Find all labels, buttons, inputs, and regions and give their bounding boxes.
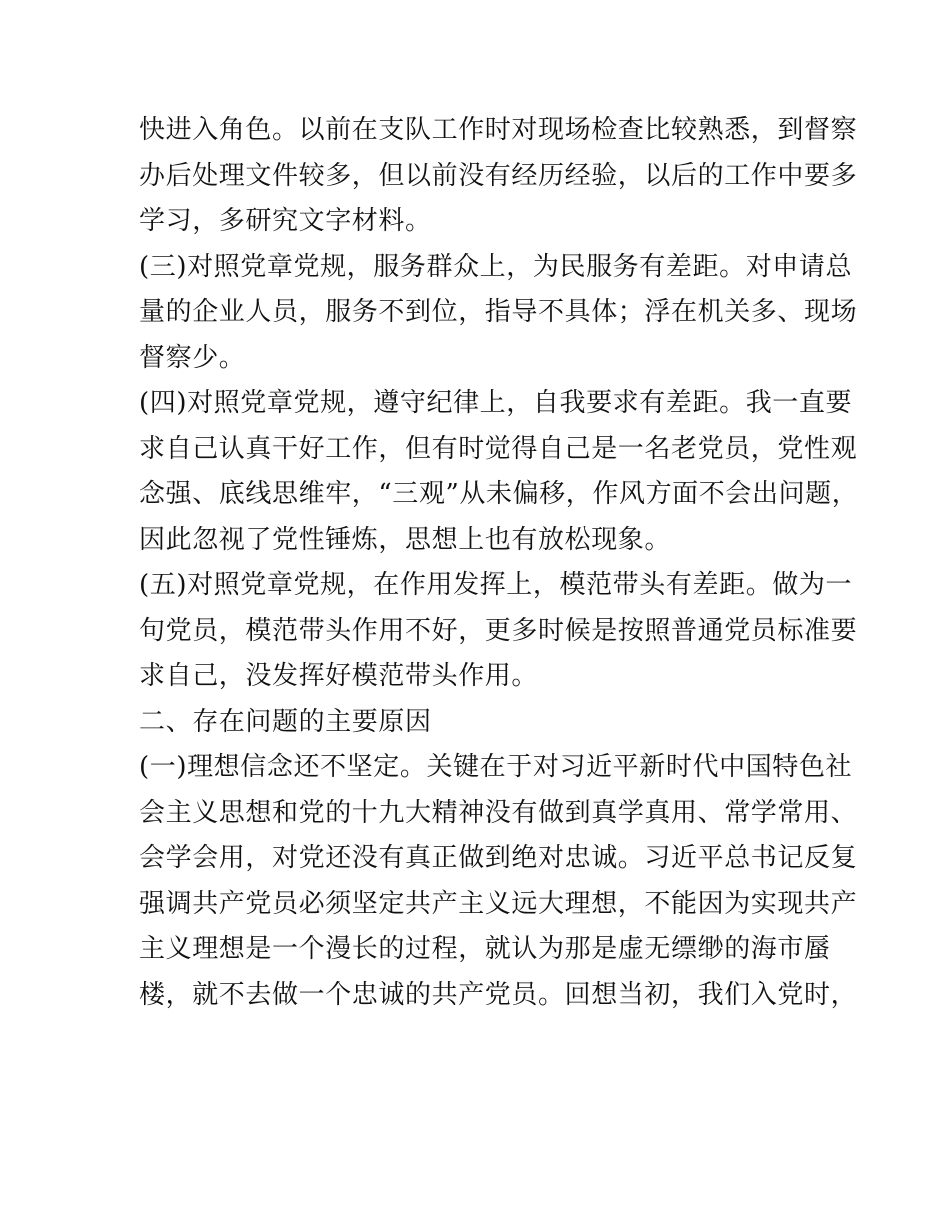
text-line: (三)对照党章党规，服务群众上，为民服务有差距。对申请总 [139,251,853,282]
text-line: 主义理想是一个漫长的过程，就认为那是虚无缥缈的海市蜃 [139,934,831,964]
text-line: 因此忽视了党性锤炼，思想上也有放松现象。 [139,524,672,555]
text-line: 量的企业人员，服务不到位，指导不具体；浮在机关多、现场 [139,297,858,327]
text-line: 念强、底线思维牢，“三观”从未偏移，作风方面不会出问题， [139,479,859,509]
text-line: 办后处理文件较多，但以前没有经历经验，以后的工作中要多 [139,160,858,191]
text-line: 会学会用，对党还没有真正做到绝对忠诚。习近平总书记反复 [139,843,858,873]
text-line: 楼，就不去做一个忠诚的共产党员。回想当初，我们入党时， [139,979,858,1010]
section-heading: 二、存在问题的主要原因 [139,706,432,737]
text-line: (五)对照党章党规，在作用发挥上，模范带头有差距。做为一 [139,570,853,600]
text-line: 会主义思想和党的十九大精神没有做到真学真用、常学常用、 [139,797,858,828]
text-line: 快进入角色。以前在支队工作时对现场检查比较熟悉，到督察 [139,115,858,145]
text-line: 督察少。 [139,342,246,373]
text-line: (四)对照党章党规，遵守纪律上，自我要求有差距。我一直要 [139,388,853,418]
text-line: 求自己认真干好工作，但有时觉得自己是一名老党员，党性观 [139,433,858,464]
text-line: 句党员，模范带头作用不好，更多时候是按照普通党员标准要 [139,615,858,646]
text-line: 求自己，没发挥好模范带头作用。 [139,661,539,691]
text-line: 强调共产党员必须坚定共产主义远大理想，不能因为实现共产 [139,888,858,919]
document-body [139,108,859,1018]
text-line: (一)理想信念还不坚定。关键在于对习近平新时代中国特色社 [139,752,853,782]
text-line: 学习，多研究文字材料。 [139,206,432,236]
